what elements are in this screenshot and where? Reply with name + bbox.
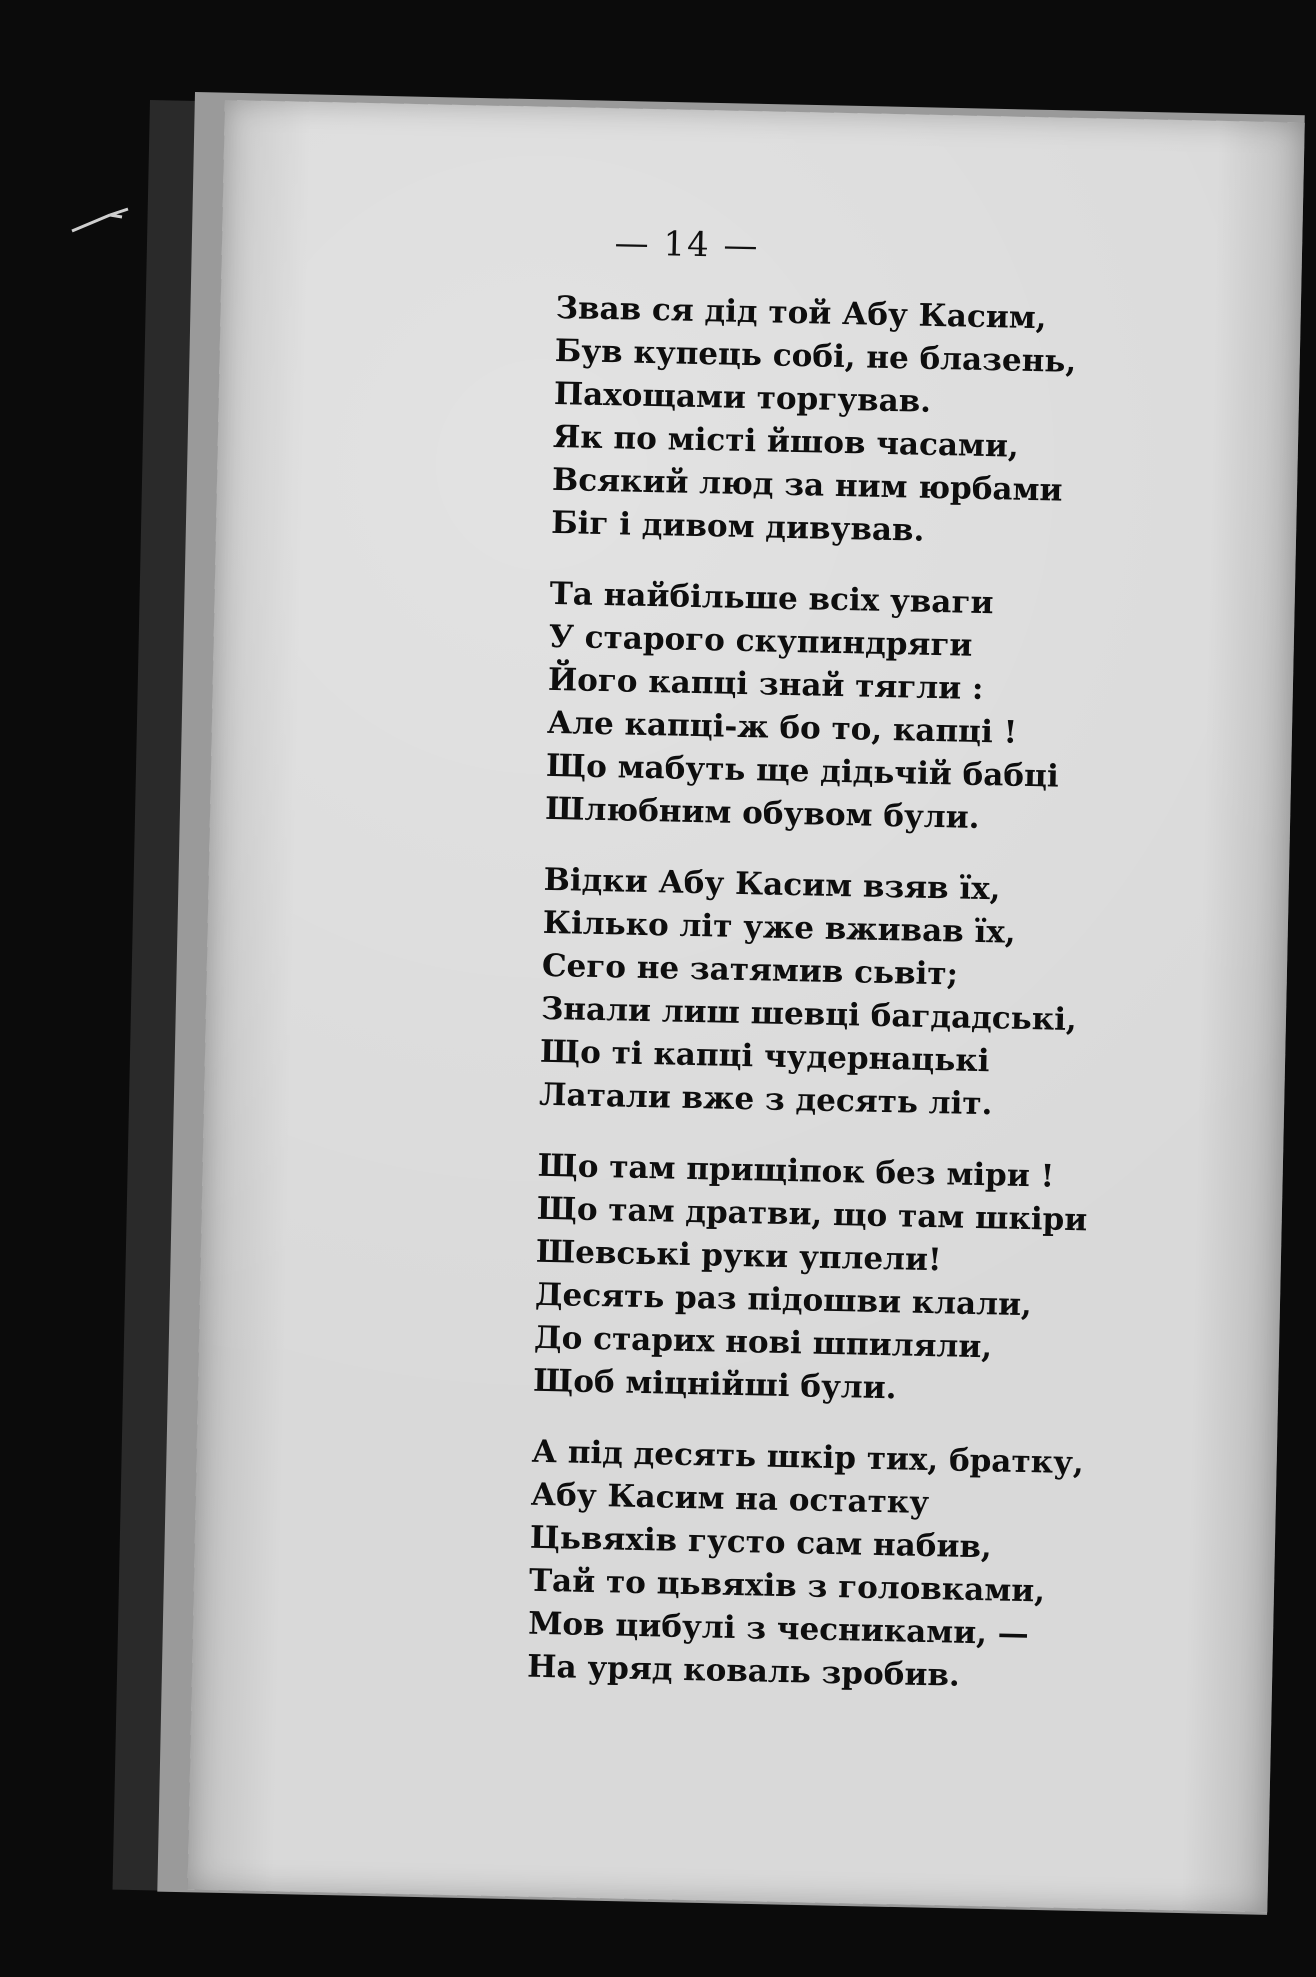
- stanza: [539, 859, 1264, 1132]
- poem-line: Але капці-ж бо то, капці !: [546, 704, 1018, 751]
- stanza: [551, 287, 1276, 560]
- poem-text: [526, 287, 1276, 1732]
- stanza: [545, 573, 1270, 846]
- poem-line: Сего не затямив сьвіт;: [541, 947, 959, 993]
- poem-line: Мов цибулі з чесниками, —: [527, 1605, 1030, 1653]
- poem-line: Щоб міцнійші були.: [532, 1362, 897, 1407]
- poem-line: Його капці знай тягли :: [547, 661, 984, 708]
- poem-line: Латали вже з десять літ.: [538, 1076, 993, 1123]
- poem-line: Як по місті йшов часами,: [552, 418, 1020, 465]
- poem-line: А під десять шкір тих, братку,: [531, 1433, 1085, 1482]
- page-number: — 14 —: [614, 223, 760, 267]
- poem-line: Що там дратви, що там шкіри: [536, 1190, 1088, 1239]
- poem-line: До старих нові шпиляли,: [533, 1319, 993, 1366]
- poem-line: Біг і дивом дивував.: [550, 504, 925, 549]
- poem-line: Шевські руки уплели!: [535, 1233, 942, 1279]
- poem-line: Кілько літ уже вживав їх,: [542, 904, 1016, 951]
- poem-line: Цьвяхів густо сам набив,: [529, 1519, 993, 1566]
- poem-line: Що мабуть ще дідьчій бабці: [545, 747, 1060, 795]
- poem-line: Пахощами торгував.: [553, 375, 932, 420]
- poem-line: Відки Абу Касим взяв їх,: [543, 861, 1001, 908]
- poem-line: На уряд коваль зробив.: [526, 1648, 961, 1694]
- poem-line: Всякий люд за ним юрбами: [551, 461, 1063, 509]
- poem-line: Що там прищіпок без міри !: [537, 1147, 1055, 1195]
- poem-line: У старого скупиндряги: [548, 618, 973, 664]
- poem-line: Та найбільше всіх уваги: [549, 575, 994, 622]
- book-page: [188, 100, 1305, 1912]
- poem-line: Шлюбним обувом були.: [544, 790, 980, 836]
- stanza: [527, 1431, 1252, 1704]
- poem-line: Був купець собі, не блазень,: [554, 332, 1077, 380]
- poem-line: Знали лиш шевці багдадські,: [540, 990, 1078, 1039]
- poem-line: Десять раз підошви клали,: [534, 1276, 1033, 1324]
- poem-line: Тай то цьвяхів з головками,: [528, 1562, 1046, 1610]
- poem-line: Звав ся дід той Абу Касим,: [555, 289, 1047, 337]
- stanza: [533, 1145, 1258, 1418]
- poem-line: Що ті капці чудернацькі: [539, 1033, 990, 1080]
- poem-line: Абу Касим на остатку: [530, 1476, 930, 1522]
